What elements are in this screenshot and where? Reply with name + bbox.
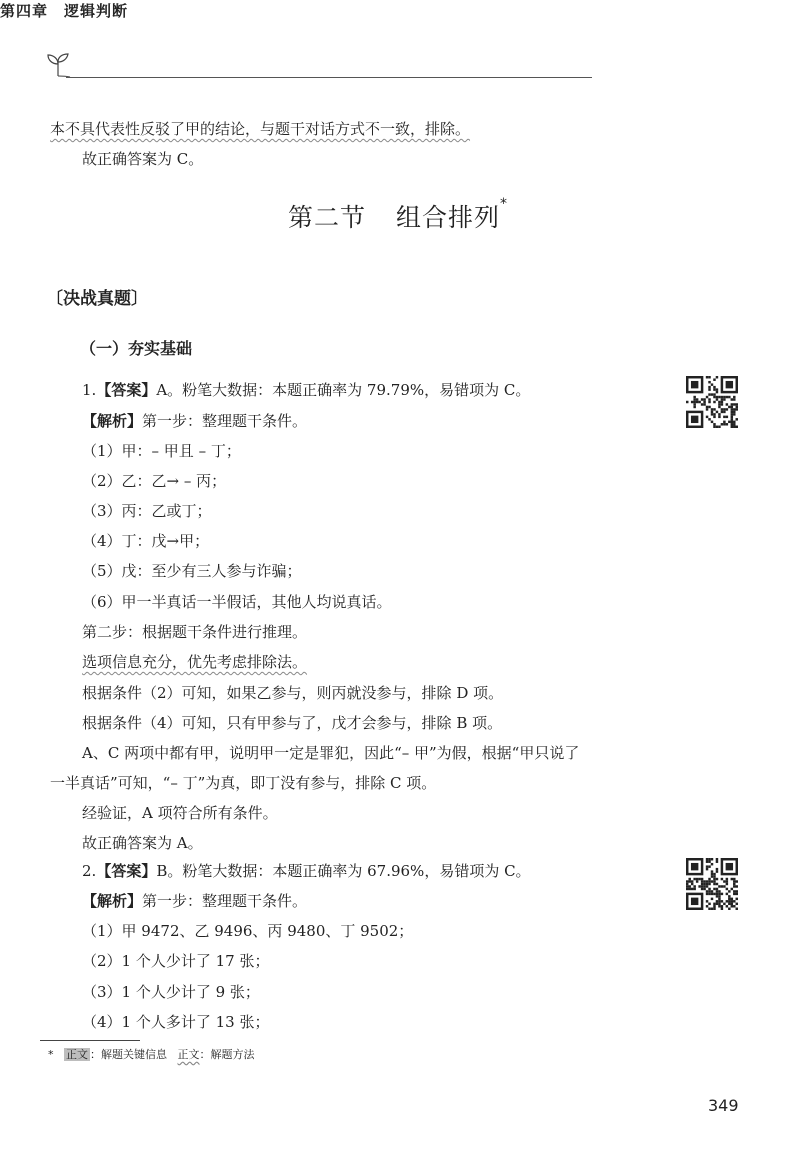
q2-condition-4: （4）1 个人多计了 13 张；	[82, 1013, 270, 1031]
footnote-wavy-label: 正文	[177, 1048, 200, 1061]
q1-condition-1: （1）甲：– 甲且 – 丁；	[82, 442, 241, 460]
q1-answer: 1.【答案】A。粉笔大数据：本题正确率为 79.79%，易错项为 C。	[82, 381, 531, 399]
q1-analysis: 【解析】第一步：整理题干条件。	[82, 412, 308, 430]
q1-reason-3a: A、C 两项中都有甲，说明甲一定是罪犯，因此“– 甲”为假，根据“甲只说了	[82, 744, 580, 762]
q2-analysis: 【解析】第一步：整理题干条件。	[82, 892, 308, 910]
q1-reason-3b: 一半真话”可知，“– 丁”为真，即丁没有参与，排除 C 项。	[50, 774, 437, 792]
q1-reason-2: 根据条件（4）可知，只有甲参与了，戊才会参与，排除 B 项。	[82, 714, 503, 732]
subheading: （一）夯实基础	[80, 339, 193, 358]
header-rule	[66, 77, 592, 78]
section-mark: *	[500, 196, 509, 212]
q1-condition-4: （4）丁：戊→甲；	[82, 532, 210, 550]
footnote-box-label: 正文	[66, 1048, 88, 1061]
section-title: 第二节 组合排列*	[288, 196, 509, 232]
intro-line-2: 故正确答案为 C。	[82, 150, 204, 168]
q1-reason-1: 根据条件（2）可知，如果乙参与，则丙就没参与，排除 D 项。	[82, 684, 504, 702]
q1-condition-6: （6）甲一半真话一半假话，其他人均说真话。	[82, 593, 392, 611]
leaf-sprout-icon	[44, 52, 72, 78]
chapter-number: 第四章	[0, 2, 49, 20]
q2-condition-3: （3）1 个人少计了 9 张；	[82, 983, 260, 1001]
q1-verify: 经验证，A 项符合所有条件。	[82, 804, 278, 822]
q1-step-2: 第二步：根据题干条件进行推理。	[82, 623, 308, 641]
chapter-title: 逻辑判断	[64, 2, 129, 20]
q1-condition-3: （3）丙：乙或丁；	[82, 502, 212, 520]
q2-answer: 2.【答案】B。粉笔大数据：本题正确率为 67.96%，易错项为 C。	[82, 862, 531, 880]
page-number: 349	[708, 1096, 739, 1115]
intro-line-1: 本不具代表性反驳了甲的结论，与题干对话方式不一致，排除。	[50, 120, 471, 138]
footnote-rule	[40, 1040, 140, 1041]
q1-hint: 选项信息充分，优先考虑排除法。	[82, 653, 308, 671]
q2-condition-2: （2）1 个人少计了 17 张；	[82, 952, 270, 970]
chapter-header	[0, 0, 800, 21]
footnote: * 正文 ：解题关键信息 正文：解题方法	[48, 1048, 255, 1061]
q2-condition-1: （1）甲 9472、乙 9496、丙 9480、丁 9502；	[82, 922, 414, 940]
block-heading: 〔决战真题〕	[46, 289, 148, 309]
qr-code-icon[interactable]	[686, 858, 738, 910]
q1-condition-5: （5）戊：至少有三人参与诈骗；	[82, 562, 302, 580]
qr-code-icon[interactable]	[686, 376, 738, 428]
q1-condition-2: （2）乙：乙→ – 丙；	[82, 472, 227, 490]
q1-final: 故正确答案为 A。	[82, 834, 203, 852]
